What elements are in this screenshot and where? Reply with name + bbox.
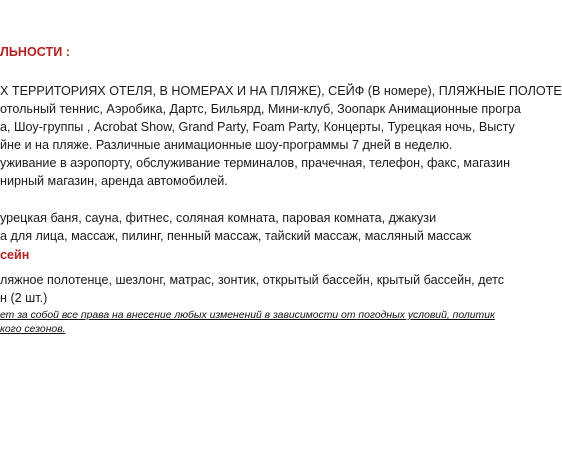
- pool-line-2: н (2 шт.): [0, 291, 48, 305]
- activities-line-4: йне и на пляже. Различные анимационные шоу-программы 7 дней в неделю.: [0, 138, 453, 152]
- footer-note-line-2: кого сезонов.: [0, 324, 66, 335]
- activities-heading: ЛЬНОСТИ :: [0, 45, 70, 59]
- pool-heading: сейн: [0, 248, 30, 262]
- footer-note-line-1: ет за собой все права на внесение любых изменений в зависимости от погодных условий, политик: [0, 310, 495, 321]
- spa-line-2: а для лица, массаж, пилинг, пенный массаж, тайский массаж, масляный массаж: [0, 229, 472, 243]
- pool-line-1: ляжное полотенце, шезлонг, матрас, зонтик, открытый бассейн, крытый бассейн, детс: [0, 273, 505, 287]
- activities-line-1: Х ТЕРРИТОРИЯХ ОТЕЛЯ, В НОМЕРАХ И НА ПЛЯЖЕ), СЕЙФ (В номере), ПЛЯЖНЫЕ ПОЛОТЕ: [0, 84, 562, 98]
- activities-line-6: нирный магазин, аренда автомобилей.: [0, 174, 228, 188]
- activities-line-2: отольный теннис, Аэробика, Дартс, Бильярд, Мини-клуб, Зоопарк Анимационные програ: [0, 102, 521, 116]
- spa-line-1: урецкая баня, сауна, фитнес, соляная комната, паровая комната, джакузи: [0, 211, 437, 225]
- activities-line-5: уживание в аэропорту, обслуживание терминалов, прачечная, телефон, факс, магазин: [0, 156, 511, 170]
- activities-line-3: а, Шоу-группы , Acrobat Show, Grand Party, Foam Party, Концерты, Турецкая ночь, Высту: [0, 120, 515, 134]
